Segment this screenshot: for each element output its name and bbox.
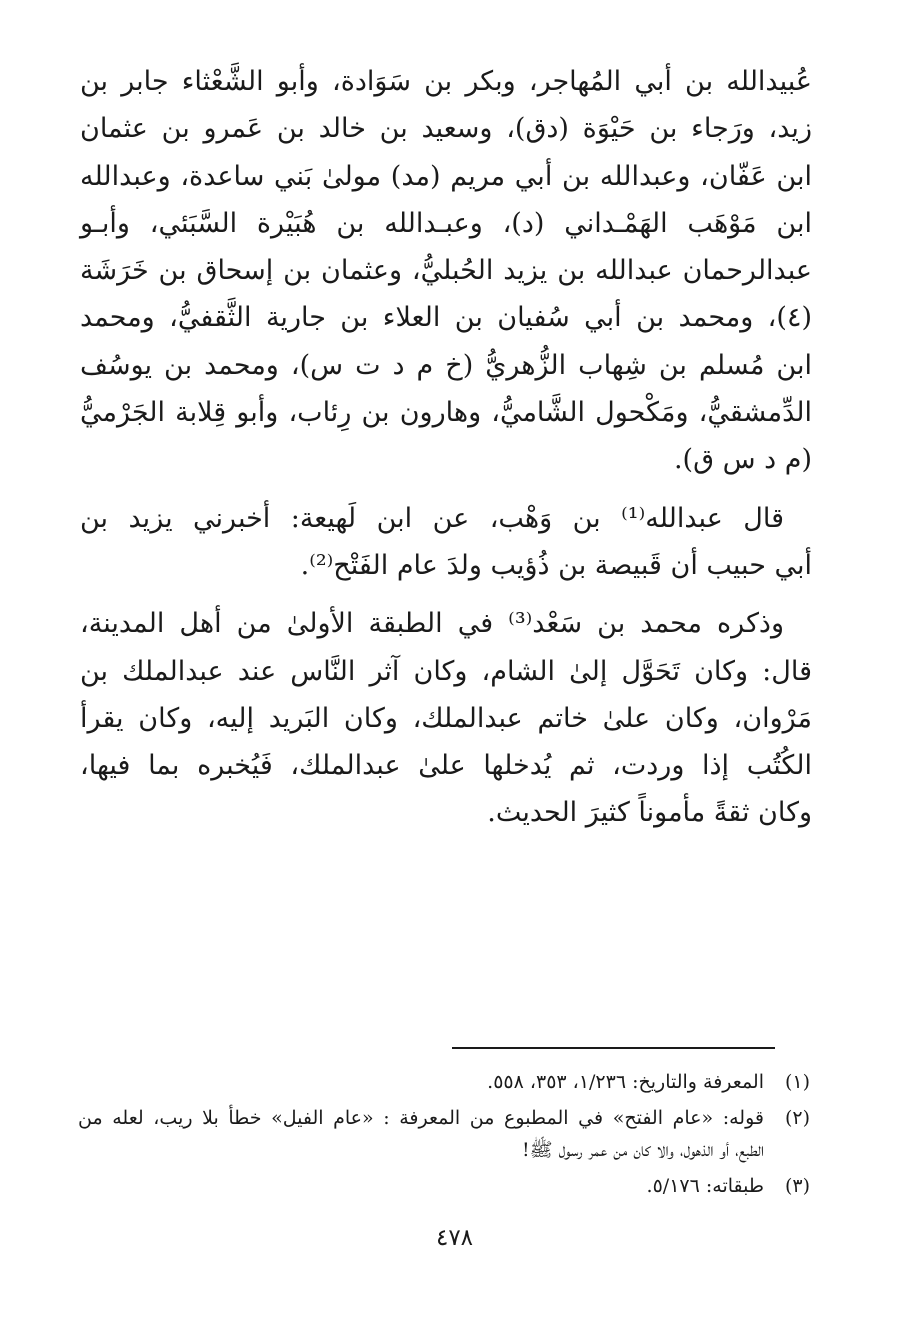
- text-line: ابن مُسلم بن شِهاب الزُّهريُّ (خ م د ت س)، ومحمد بن يوسُف: [80, 349, 812, 381]
- footnotes: [78, 1066, 814, 1206]
- footnote-number: (١): [784, 1071, 810, 1093]
- footnote-2: [78, 1102, 814, 1166]
- text-line: أبي حبيب أن قَبيصة بن ذُؤيب ولدَ عام الفَتْح⁽²⁾.: [300, 549, 812, 581]
- text-line: (٤)، ومحمد بن أبي سُفيان بن العلاء بن جارية الثَّقفيُّ، ومحمد: [80, 302, 812, 334]
- footnote-text: [78, 1102, 764, 1166]
- text-line: قال: وكان تَحَوَّل إلىٰ الشام، وكان آثر النَّاس عند عبدالملك بن: [80, 655, 812, 687]
- footnote-separator: [452, 1047, 775, 1049]
- text-line: الدِّمشقيُّ، ومَكْحول الشَّاميُّ، وهارون بن رِئاب، وأبو قِلابة الجَرْميُّ: [80, 397, 812, 429]
- footnote-number: (٢): [784, 1107, 810, 1129]
- text-line: (م د س ق).: [673, 444, 812, 476]
- footnote-1: [78, 1066, 814, 1098]
- page-number: ٤٧٨: [435, 1225, 474, 1251]
- footnote-3: [78, 1170, 814, 1202]
- footnote-line: قوله: «عام الفتح» في المطبوع من المعرفة : «عام الفيل» خطأ بلا ريب، لعله من: [78, 1107, 764, 1129]
- text-line: الكُتُب إذا وردت، ثم يُدخلها علىٰ عبدالملك، فَيُخبره بما فيها،: [80, 750, 812, 782]
- text-line: عبدالرحمان عبدالله بن يزيد الحُبليُّ، وعثمان بن إسحاق بن خَرَشَة: [80, 255, 812, 287]
- text-line: قال عبدالله⁽¹⁾ بن وَهْب، عن ابن لَهيعة: أخبرني يزيد بن: [80, 502, 785, 534]
- text-line: مَرْوان، وكان علىٰ خاتم عبدالملك، وكان البَريد إليه، وكان يقرأ: [80, 702, 812, 734]
- text-line: وكان ثقةً مأموناً كثيرَ الحديث.: [487, 797, 812, 829]
- text-line: عُبيدالله بن أبي المُهاجر، وبكر بن سَوَادة، وأبو الشَّعْثاء جابر بن: [80, 66, 812, 97]
- footnote-line: المعرفة والتاريخ: ١/٢٣٦، ٣٥٣، ٥٥٨.: [487, 1071, 764, 1093]
- footnote-text: [78, 1066, 764, 1098]
- text-line: ابن مَوْهَب الهَمْـداني (د)، وعبـدالله بن هُبَيْرة السَّبَئي، وأبـو: [80, 207, 812, 239]
- paragraph-ibn-wahb: [80, 495, 812, 590]
- text-line: ابن عَفّان، وعبدالله بن أبي مريم (مد) مولىٰ بَني ساعدة، وعبدالله: [80, 160, 812, 192]
- footnote-text: [78, 1170, 764, 1202]
- main-text: [80, 58, 812, 837]
- paragraph-ibn-sad: [80, 600, 812, 836]
- text-line: زيد، ورَجاء بن حَيْوَة (دق)، وسعيد بن خالد بن عَمرو بن عثمان: [80, 113, 812, 145]
- footnote-line: الطبع، أو الذهول، والا كان من عمر رسول ﷺ!: [521, 1139, 764, 1161]
- footnote-line: طبقاته: ٥/١٧٦.: [646, 1175, 764, 1197]
- footnote-number: (٣): [784, 1175, 810, 1197]
- text-line: وذكره محمد بن سَعْد⁽³⁾ في الطبقة الأولىٰ من أهل المدينة،: [80, 608, 784, 640]
- paragraph-narrators-list: [80, 58, 812, 484]
